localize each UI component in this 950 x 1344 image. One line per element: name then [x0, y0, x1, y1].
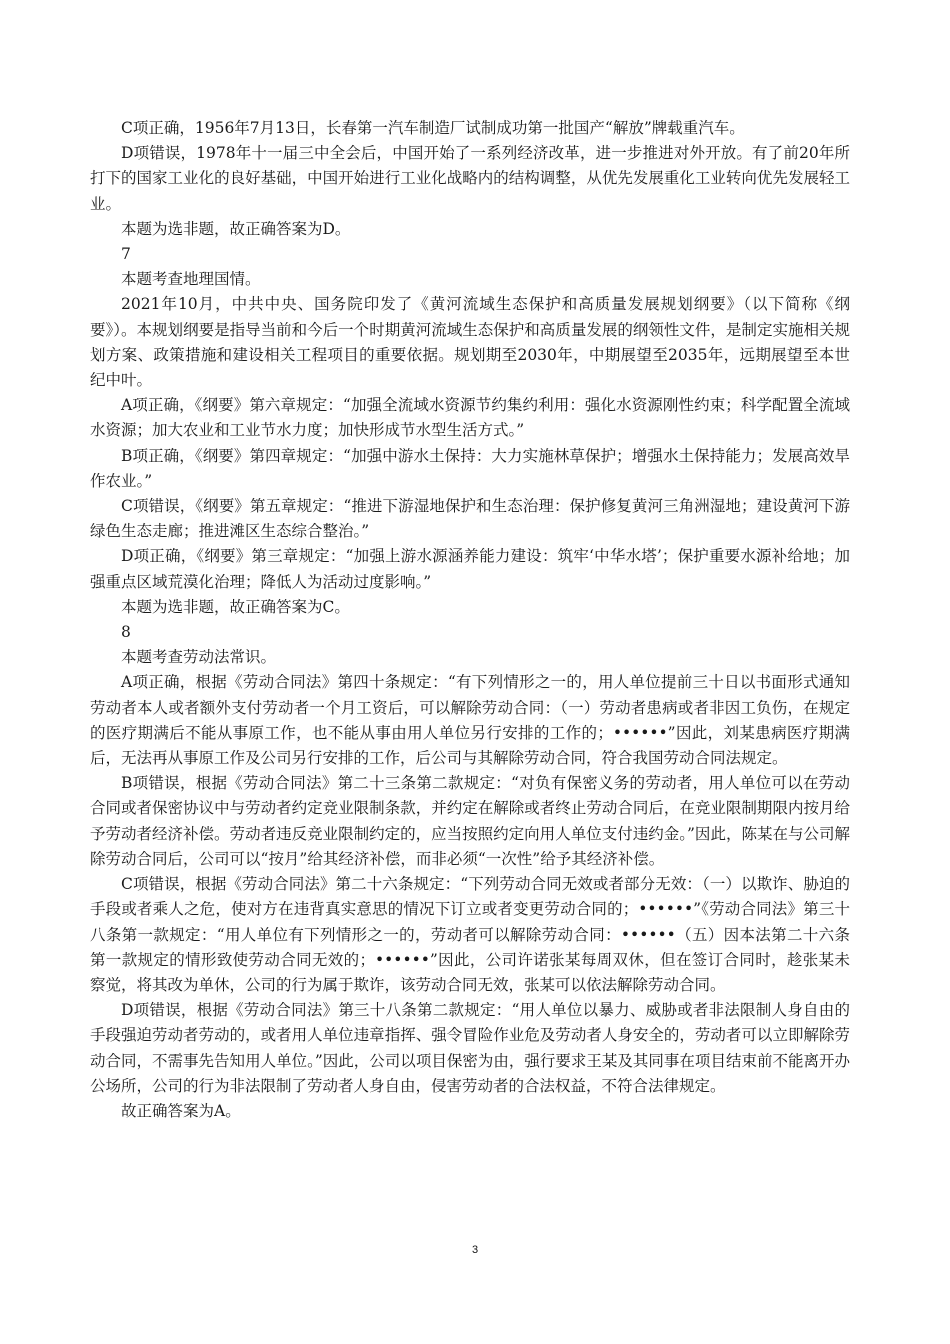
- question-number-7: 7: [121, 245, 131, 264]
- paragraph-answer-c: 本题为选非题，故正确答案为C。: [121, 597, 350, 616]
- paragraph-answer-d: 本题为选非题，故正确答案为D。: [121, 219, 351, 238]
- paragraph-a-option-article-40: A项正确，根据《劳动合同法》第四十条规定：“有下列情形之一的，用人单位提前三十日以书面形式通知劳动者本人或者额外支付劳动者一个月工资后，可以解除劳动合同：（一）劳动者患病或者非因工负伤，在规定的医疗期满后不能从事原工作，也不能从事由用人单位另行安排的工作的；••••••”因此，刘某患病医疗期满后，无法再从事原工作及公司另行安排的工作，后公司与其解除劳动合同，符合我国劳动合同法规定。: [90, 673, 850, 768]
- paragraph-b-option-article-23: B项错误，根据《劳动合同法》第二十三条第二款规定：“对负有保密义务的劳动者，用人单位可以在劳动合同或者保密协议中与劳动者约定竞业限制条款，并约定在解除或者终止劳动合同后，在竞业限制期限内按月给予劳动者经济补偿。劳动者违反竞业限制约定的，应当按照约定向用人单位支付违约金。”因此，陈某在与公司解除劳动合同后，公司可以“按月”给其经济补偿，而非必须“一次性”给予其经济补偿。: [90, 774, 850, 868]
- paragraph-d-option-article-38: D项错误，根据《劳动合同法》第三十八条第二款规定：“用人单位以暴力、威胁或者非法限制人身自由的手段强迫劳动者劳动的，或者用人单位违章指挥、强令冒险作业危及劳动者人身安全的，劳动者可以立即解除劳动合同，不需事先告知用人单位。”因此，公司以项目保密为由，强行要求王某及其同事在项目结束前不能离开办公场所，公司的行为非法限制了劳动者人身自由，侵害劳动者的合法权益，不符合法律规定。: [90, 1001, 850, 1095]
- paragraph-d-option-chapter-3: D项正确，《纲要》第三章规定：“加强上游水源涵养能力建设：筑牢‘中华水塔’；保护重要水源补给地；加强重点区域荒漠化治理；降低人为活动过度影响。”: [90, 547, 850, 591]
- document-body: [90, 116, 850, 1124]
- paragraph-c-option-article-26: C项错误，根据《劳动合同法》第二十六条规定：“下列劳动合同无效或者部分无效：（一）以欺诈、胁迫的手段或者乘人之危，使对方在违背真实意思的情况下订立或者变更劳动合同的；••••••”《劳动合同法》第三十八条第一款规定：“用人单位有下列情形之一的，劳动者可以解除劳动合同：••••••（五）因本法第二十六条第一款规定的情形致使劳动合同无效的；••••••”因此，公司许诺张某每周双休，但在签订合同时，趁张某未察觉，将其改为单休，公司的行为属于欺诈，该劳动合同无效，张某可以依法解除劳动合同。: [90, 875, 850, 994]
- paragraph-a-option-chapter-6: A项正确，《纲要》第六章规定：“加强全流域水资源节约集约利用：强化水资源刚性约束；科学配置全流域水资源；加大农业和工业节水力度；加快形成节水型生活方式。”: [90, 396, 850, 440]
- page-number: 3: [471, 1244, 479, 1256]
- paragraph-c-option-1956: C项正确，1956年7月13日，长春第一汽车制造厂试制成功第一批国产“解放”牌载重汽车。: [121, 119, 745, 137]
- paragraph-topic-labor-law: 本题考查劳动法常识。: [121, 648, 277, 667]
- paragraph-topic-geography: 本题考查地理国情。: [121, 270, 261, 289]
- paragraph-d-option-1978: D项错误，1978年十一届三中全会后，中国开始了一系列经济改革，进一步推进对外开放。有了前20年所打下的国家工业化的良好基础，中国开始进行工业化战略内的结构调整，从优先发展重化工业转向优先发展轻工业。: [90, 144, 850, 213]
- paragraph-c-option-chapter-5: C项错误，《纲要》第五章规定：“推进下游湿地保护和生态治理：保护修复黄河三角洲湿地；建设黄河下游绿色生态走廊；推进滩区生态综合整治。”: [90, 497, 850, 541]
- question-number-8: 8: [121, 623, 131, 642]
- paragraph-b-option-chapter-4: B项正确，《纲要》第四章规定：“加强中游水土保持：大力实施林草保护；增强水土保持能力；发展高效旱作农业。”: [90, 446, 850, 490]
- paragraph-answer-a: 故正确答案为A。: [121, 1101, 241, 1120]
- paragraph-yellow-river-outline: 2021年10月，中共中央、国务院印发了《黄河流域生态保护和高质量发展规划纲要》（以下简称《纲要》）。本规划纲要是指导当前和今后一个时期黄河流域生态保护和高质量发展的纲领性文件，是制定实施相关规划方案、政策措施和建设相关工程项目的重要依据。规划期至2030年，中期展望至2035年，远期展望至本世纪中叶。: [90, 295, 850, 390]
